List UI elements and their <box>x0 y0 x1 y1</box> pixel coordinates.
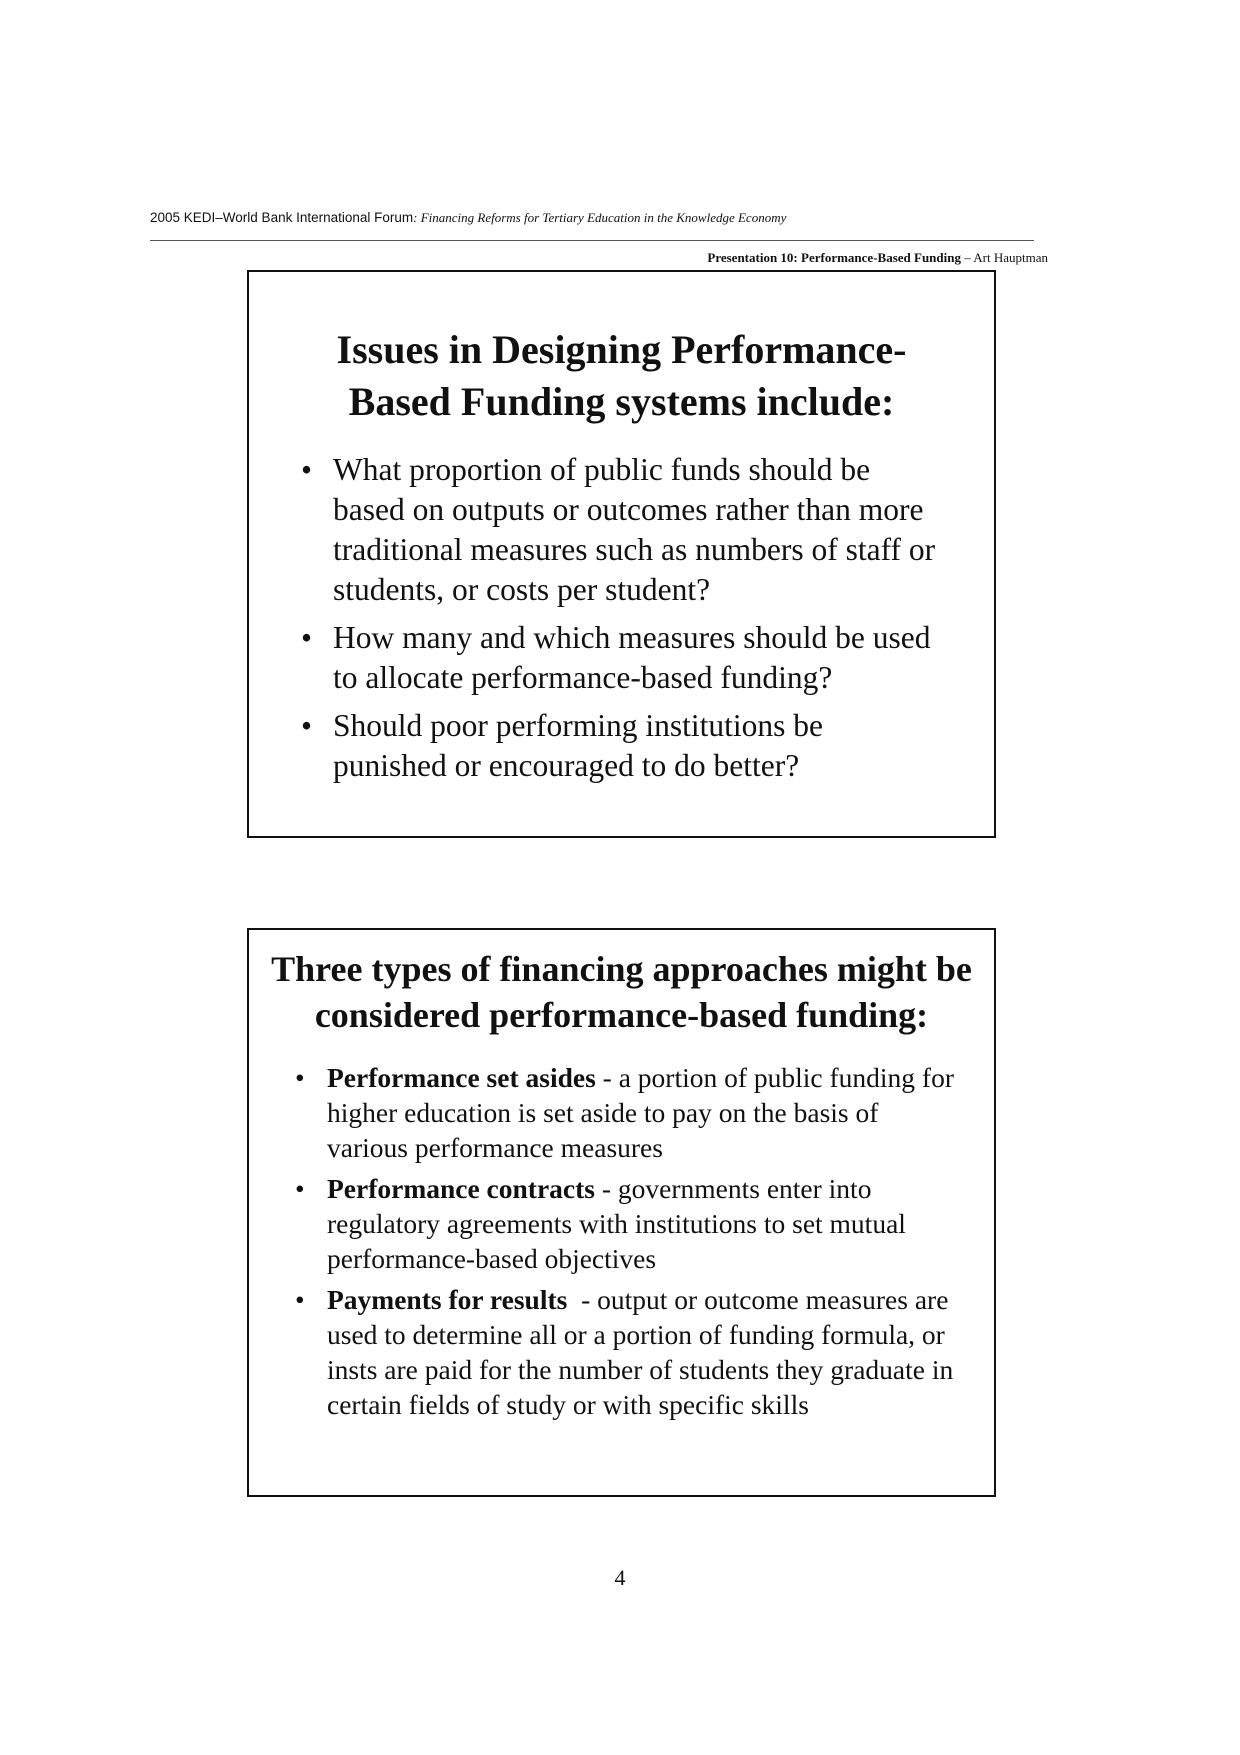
bullet-list <box>295 1060 961 1428</box>
slide-title: Issues in Designing Performance-Based Funding systems include: <box>336 327 907 424</box>
presentation-title: Presentation 10: Performance-Based Funding <box>707 250 961 265</box>
list-item-text: How many and which measures should be used to allocate performance-based funding? <box>333 620 931 695</box>
presentation-header <box>650 250 1048 266</box>
list-item <box>295 1060 955 1165</box>
slide-financing-approaches <box>247 928 996 1497</box>
list-item-term: Performance contracts <box>327 1173 595 1204</box>
forum-name: 2005 KEDI–World Bank International Forum <box>150 210 414 225</box>
list-item-text: What proportion of public funds should be based on outputs or outcomes rather than more traditional measures such as numbers of staff or students, or costs per student? <box>333 452 936 607</box>
list-item <box>301 450 941 610</box>
bullet-icon: • <box>301 708 313 743</box>
forum-subtitle: : Financing Reforms for Tertiary Education in the Knowledge Economy <box>413 210 787 225</box>
bullet-icon: • <box>295 1173 305 1204</box>
list-item-term: Performance set asides <box>327 1062 596 1093</box>
slide-title: Three types of financing approaches might be considered performance-based funding: <box>271 949 972 1035</box>
bullet-list <box>301 450 941 794</box>
header-divider <box>150 240 1034 241</box>
bullet-icon: • <box>301 620 313 655</box>
list-item <box>301 618 941 698</box>
list-item-term: Payments for results <box>327 1284 568 1315</box>
list-item <box>295 1171 955 1276</box>
bullet-icon: • <box>295 1284 305 1315</box>
list-item-text: - governments enter into regulatory agreements with institutions to set mutual performance-based objectives <box>327 1173 906 1274</box>
list-item-text: - output or outcome measures are used to determine all or a portion of funding formula, or insts are paid for the number of students they graduate in certain fields of study or with specific skills <box>327 1284 961 1420</box>
page-number: 4 <box>614 1565 626 1590</box>
list-item-text: - a portion of public funding for higher education is set aside to pay on the basis of various performance measures <box>327 1062 954 1163</box>
running-header <box>150 210 786 226</box>
list-item <box>301 706 941 786</box>
list-item <box>295 1282 961 1422</box>
presentation-author: – Art Hauptman <box>960 250 1048 265</box>
slide-issues <box>247 270 996 838</box>
list-item-text: Should poor performing institutions be punished or encouraged to do better? <box>333 708 823 783</box>
bullet-icon: • <box>295 1062 305 1093</box>
bullet-icon: • <box>301 452 313 487</box>
